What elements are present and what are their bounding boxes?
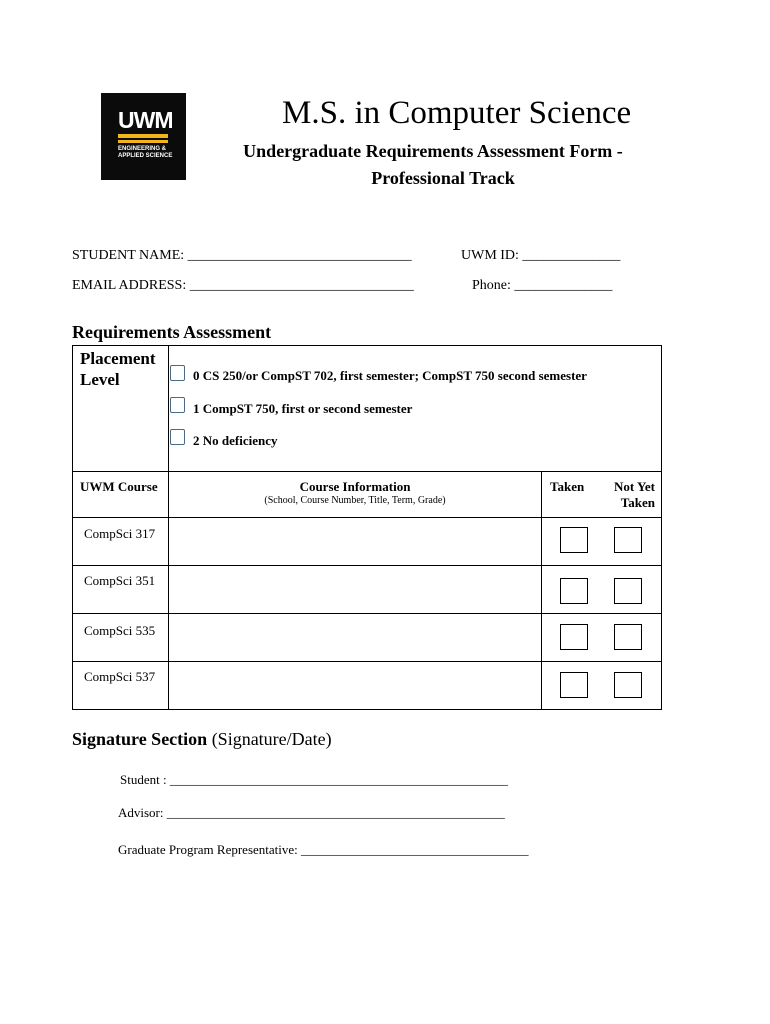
placement-label-line1: Placement <box>80 349 156 368</box>
course-info-subheader: (School, Course Number, Title, Term, Grade) <box>264 495 446 506</box>
placement-option-2-label: 2 No deficiency <box>193 433 278 448</box>
taken-checkbox[interactable] <box>560 527 588 553</box>
placement-option-0-checkbox[interactable] <box>170 365 185 381</box>
taken-checkbox[interactable] <box>560 578 588 604</box>
taken-checkbox[interactable] <box>560 624 588 650</box>
logo-subtitle: ENGINEERING & APPLIED SCIENCE <box>118 146 173 159</box>
student-name-field[interactable]: STUDENT NAME: ________________________________ <box>72 248 412 263</box>
course-label: CompSci 537 <box>84 669 156 684</box>
divider <box>541 471 542 710</box>
uwm-id-field[interactable]: UWM ID: ______________ <box>461 248 621 263</box>
course-info-header: Course Information <box>299 479 411 494</box>
placement-option-1-label: 1 CompST 750, first or second semester <box>193 401 413 416</box>
taken-header: Taken <box>550 479 585 494</box>
signature-section-title-bold: Signature Section <box>72 729 208 749</box>
requirements-section-title: Requirements Assessment <box>72 322 272 342</box>
taken-checkbox[interactable] <box>560 672 588 698</box>
form-subtitle-line2: Professional Track <box>371 168 515 188</box>
placement-option-2-checkbox[interactable] <box>170 429 185 445</box>
advisor-signature-field[interactable]: Advisor: ____________________________________________________ <box>118 805 505 820</box>
uwm-course-header: UWM Course <box>80 479 158 494</box>
logo-stripe <box>118 140 168 143</box>
not-yet-taken-checkbox[interactable] <box>614 624 642 650</box>
placement-label-line2: Level <box>80 370 120 389</box>
not-yet-taken-checkbox[interactable] <box>614 672 642 698</box>
course-info-input[interactable] <box>170 662 540 709</box>
not-yet-taken-line1: Not Yet <box>613 479 655 494</box>
not-yet-taken-checkbox[interactable] <box>614 578 642 604</box>
not-yet-taken-checkbox[interactable] <box>614 527 642 553</box>
student-signature-field[interactable]: Student : ____________________________________________________ <box>120 772 508 787</box>
course-info-input[interactable] <box>170 566 540 612</box>
requirements-table <box>72 345 662 710</box>
not-yet-taken-line2: Taken <box>620 495 655 510</box>
divider <box>168 346 169 471</box>
signature-section-title-note: (Signature/Date) <box>207 729 332 749</box>
signature-section-title <box>72 729 332 750</box>
placement-label <box>80 348 156 390</box>
email-address-field[interactable]: EMAIL ADDRESS: ________________________________ <box>72 278 414 293</box>
course-label: CompSci 351 <box>84 573 156 588</box>
not-yet-taken-header <box>603 479 655 511</box>
page-title: M.S. in Computer Science <box>282 95 632 131</box>
grad-rep-signature-field[interactable]: Graduate Program Representative: ___________________________________ <box>118 842 529 857</box>
divider <box>168 471 169 710</box>
course-label: CompSci 317 <box>84 526 156 541</box>
logo-brand: UWM <box>118 107 173 133</box>
placement-option-1-checkbox[interactable] <box>170 397 185 413</box>
course-info-input[interactable] <box>170 614 540 660</box>
phone-field[interactable]: Phone: ______________ <box>472 278 613 293</box>
uwm-logo <box>101 93 186 180</box>
logo-stripe <box>118 134 168 138</box>
course-info-input[interactable] <box>170 518 540 564</box>
form-subtitle-line1: Undergraduate Requirements Assessment Form - <box>243 141 623 161</box>
divider <box>73 471 662 472</box>
course-label: CompSci 535 <box>84 623 156 638</box>
placement-option-0-label: 0 CS 250/or CompST 702, first semester; CompST 750 second semester <box>193 368 587 383</box>
